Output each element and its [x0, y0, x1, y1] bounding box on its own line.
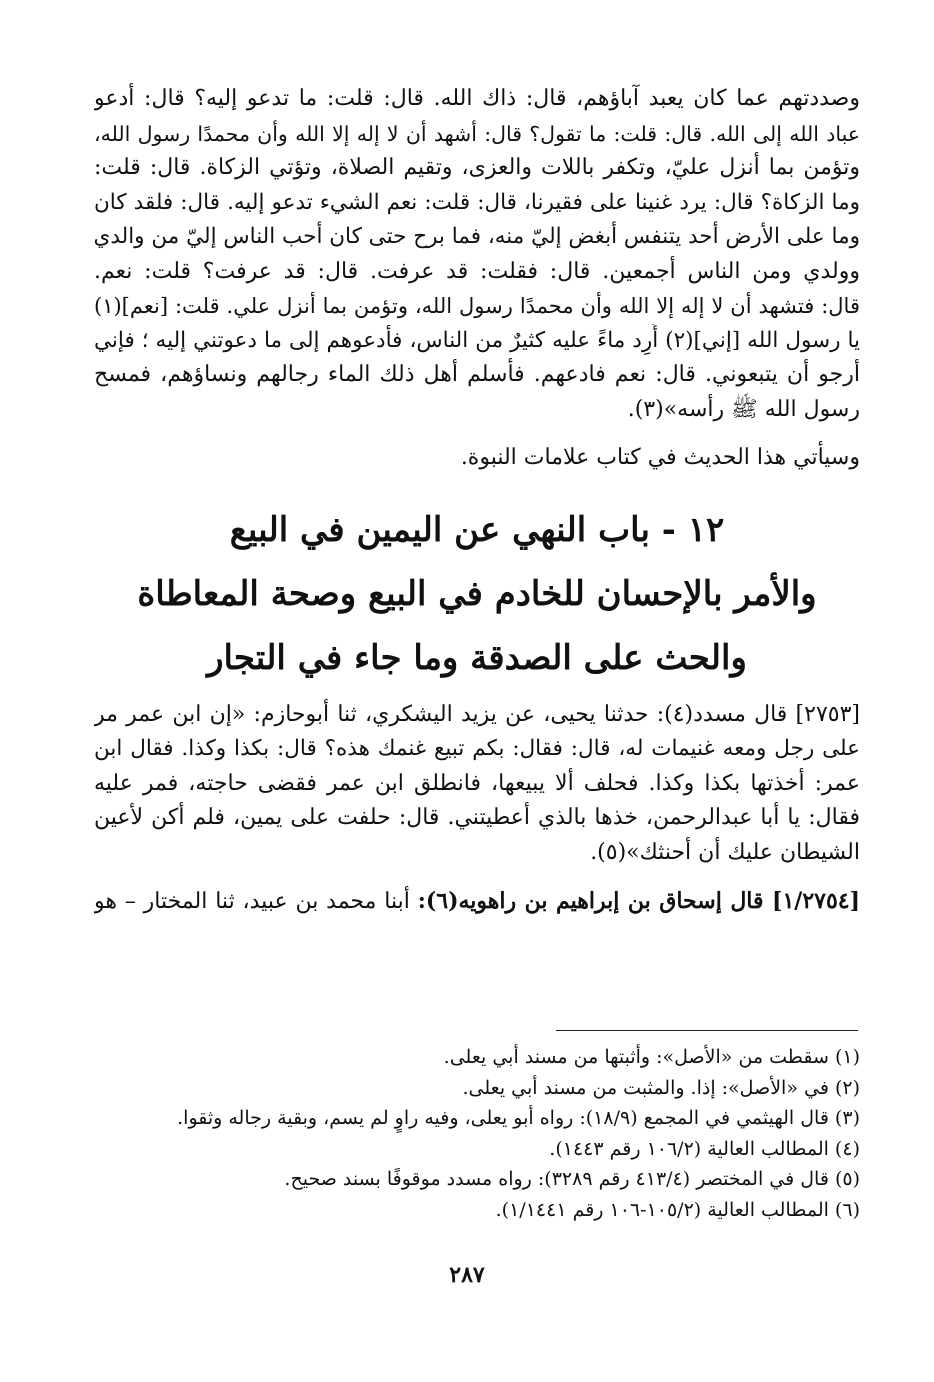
page-body [94, 82, 860, 920]
footnote: (٤) المطالب العالية (١٠٦/٢ رقم ١٤٤٣). [549, 1137, 860, 1160]
text-line: عباد الله إلى الله. قال: قلت: ما تقول؟ قال: أشهد أن لا إله إلا الله وأن محمدًا رسول الله، [94, 121, 860, 146]
text-line: قال: فتشهد أن لا إله إلا الله وأن محمدًا رسول الله، وتؤمن بما أنزل علي. قلت: [نعم](١) [94, 294, 860, 318]
heading-line: والأمر بالإحسان للخادم في البيع وصحة المعاطاة [137, 573, 817, 614]
hadith-start-line [94, 884, 860, 920]
paragraph-note: وسيأتي هذا الحديث في كتاب علامات النبوة. [460, 445, 860, 470]
footnote: (٣) قال الهيثمي في المجمع (١٨/٩): رواه أبو يعلى، وفيه راوٍ لم يسم، وبقية رجاله وثقوا. [177, 1107, 860, 1129]
text-line: فقال: يا أبا عبدالرحمن، خذها بالذي أعطيتني. قال: حلفت على يمين، فلم أكن لأعين [94, 805, 860, 830]
chapter-heading [94, 498, 860, 690]
text-line: عمر: أخذتها بكذا وكذا. فحلف ألا يبيعها، فانطلق ابن عمر فقضى حاجته، فمر عليه [94, 770, 860, 796]
hadith-text: أبنا محمد بن عبيد، ثنا المختار – هو [94, 889, 410, 914]
text-line: يا رسول الله [إني](٢) أَرِد ماءً عليه كثيرٌ من الناس، فأدعوهم إلى ما دعوتني إليه ؛ فإني [94, 327, 860, 353]
text-line: [٢٧٥٣] قال مسدد(٤): حدثنا يحيى، عن يزيد اليشكري، ثنا أبوحازم: «إن ابن عمر مر [94, 701, 860, 727]
text-line: وتؤمن بما أنزل عليّ، وتكفر باللات والعزى، وتقيم الصلاة، وتؤتي الزكاة. قال: قلت: [94, 155, 860, 180]
footnote: (٢) في «الأصل»: إذا. والمثبت من مسند أبي يعلى. [462, 1076, 860, 1099]
text-line: وولدي ومن الناس أجمعين. قال: فقلت: قد عرفت. قال: قد عرفت؟ قلت: نعم. [94, 258, 860, 284]
text-line: وما على الأرض أحد يتنفس أبغض إليّ منه، فما برح حتى كان أحب الناس إليّ من والدي [94, 224, 860, 249]
text-line: رسول الله ﷺ رأسه»(٣). [627, 396, 860, 422]
text-line: وصددتهم عما كان يعبد آباؤهم، قال: ذاك الله. قال: قلت: ما تدعو إليه؟ قال: أدعو [94, 86, 860, 111]
footnote-divider [556, 1030, 858, 1031]
text-line: وما الزكاة؟ قال: يرد غنينا على فقيرنا، قال: قلت: نعم الشيء تدعو إليه. قال: فلقد كان [94, 189, 860, 215]
text-line: أرجو أن يتبعوني. قال: نعم فادعهم. فأسلم أهل ذلك الماء رجالهم ونساؤهم، فمسح [94, 362, 860, 387]
hadith-paragraph [94, 698, 860, 871]
paragraph-continuation [94, 82, 860, 427]
footnote: (٦) المطالب العالية (١٠٥/٢-١٠٦ رقم ١/١٤٤١). [495, 1198, 860, 1221]
heading-line: والحث على الصدقة وما جاء في التجار [207, 637, 747, 678]
heading-line: ١٢ - باب النهي عن اليمين في البيع [229, 509, 725, 550]
hadith-reference: [١/٢٧٥٤] قال إسحاق بن إبراهيم بن راهويه(٦): [417, 888, 860, 914]
footnote: (٥) قال في المختصر (٤١٣/٤ رقم ٣٢٨٩): رواه مسدد موقوفًا بسند صحيح. [284, 1168, 860, 1190]
text-line: على رجل ومعه غنيمات له، قال: فقال: بكم تبيع غنمك هذه؟ قال: بكذا وكذا. فقال ابن [94, 736, 860, 761]
text-line: الشيطان عليك أن أحنثك»(٥). [590, 839, 860, 865]
footnotes [94, 1042, 860, 1225]
footnote: (١) سقطت من «الأصل»: وأثبتها من مسند أبي يعلى. [443, 1046, 860, 1068]
page-number: ٢٨٧ [449, 1262, 485, 1288]
